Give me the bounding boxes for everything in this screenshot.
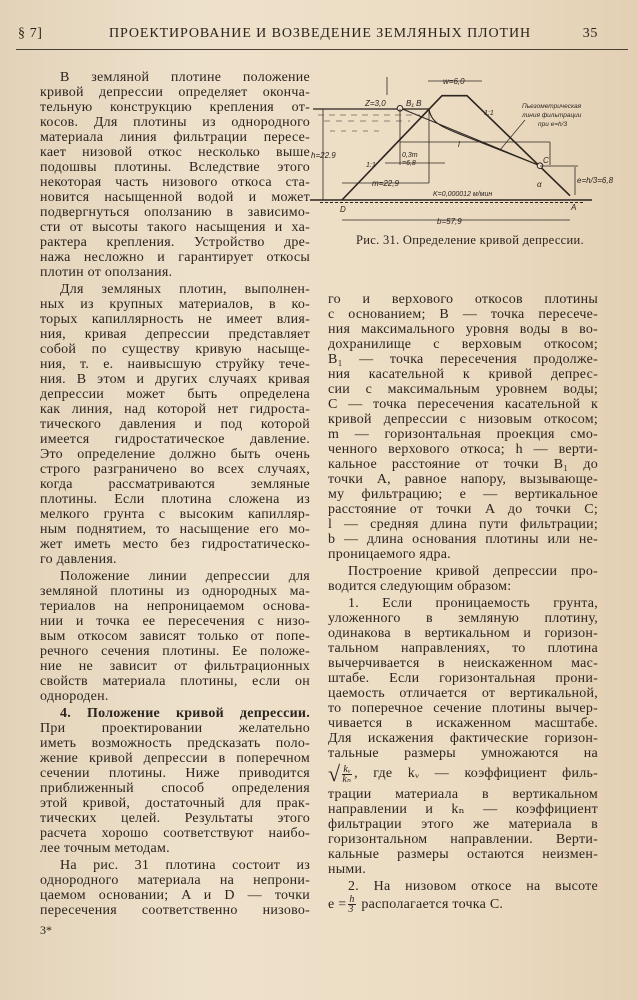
section-heading: 4. Положение кривой депрессии. (60, 706, 310, 721)
page-number: 35 (582, 26, 598, 41)
left-column (40, 70, 310, 920)
alpha-label: α (537, 180, 542, 189)
text-line: сти от высоты такого насыщения и ха- (40, 220, 310, 235)
text-line: нажа несложно и гарантирует откосы (40, 250, 310, 265)
text-line: мелкого грунта с высоким капилляр- (40, 507, 310, 522)
text-line: кальные размеры остаются неизмен- (328, 847, 598, 862)
l-label: l (458, 140, 460, 149)
fraction (342, 765, 352, 784)
text-line: как линия, над которой нет гидроста- (40, 402, 310, 417)
text-line: B₁ — точка пересечения продолже- (328, 352, 598, 367)
text-line: иметь возможность предсказать поло- (40, 736, 310, 751)
text-line: нии и точка ее пересечения с низо- (40, 614, 310, 629)
text-line: ния, кривая депрессии представляет (40, 327, 310, 342)
text-line: ния максимального уровня воды в во- (328, 322, 598, 337)
text-line: точки A, равное напору, вызывающе- (328, 472, 598, 487)
text-line: ния, т. е. наивысшую струйку тече- (40, 357, 310, 372)
text-line: горизонтальном направлении. Верти- (328, 832, 598, 847)
upstream-slope-label: 1:1 (366, 162, 376, 169)
text-line: водится следующим образом: (328, 579, 512, 594)
text-line: Построение кривой депрессии про- (348, 564, 598, 579)
text-line: го давления. (40, 552, 117, 567)
paragraph (40, 70, 310, 280)
text-line: ние не зависит от фильтрационных (40, 659, 310, 674)
a-label: A (571, 203, 577, 212)
text-line: На рис. 31 плотина состоит из (60, 858, 310, 873)
fraction-denominator: kₙ (342, 773, 352, 785)
m03-label-2: =6,8 (402, 160, 416, 167)
text-line: то поперечное сечение плотины вычер- (328, 701, 598, 716)
paragraph (40, 569, 310, 704)
text-line: рактера крепления. Устройство дре- (40, 235, 310, 250)
text-line: торых капиллярность не имеет влия- (40, 312, 310, 327)
b1-b-label: B₁ B (406, 99, 422, 108)
text-line: жет иметь место без гидростатическо- (40, 537, 310, 552)
text-line: 1. Если проницаемость грунта, (348, 596, 598, 611)
text-line: дохранилище с верховым откосом; (328, 337, 598, 352)
running-header (14, 24, 626, 46)
formula-text: располагается точка C. (357, 897, 504, 912)
text-line: пересечения соответственно низово- (40, 903, 310, 918)
text-line: подвергнуться оползанию в зависимо- (40, 205, 310, 220)
text-line: Положение линии депрессии для (60, 569, 310, 584)
paragraph (328, 564, 598, 594)
text-line: В земляной плотине положение (60, 70, 310, 85)
text-line: m — горизонтальная проекция смо- (328, 427, 598, 442)
text-line: тальном направлениях, то плотина (328, 641, 598, 656)
text-line: тальные размеры умножаются на (328, 746, 598, 761)
k-label: K=0,000012 м/мин (433, 191, 493, 198)
text-line: жение кривой депрессии в поперечном (40, 751, 310, 766)
formula-lhs: e = (328, 897, 347, 912)
fraction-denominator: 3 (348, 904, 354, 916)
text-line: цаемость отличается от вертикальной, (328, 686, 598, 701)
text-line: когда рассматриваются земляные (40, 477, 310, 492)
text-line: плотин от оползания. (40, 265, 173, 280)
text-line: цаемом основании; A и D — точки (40, 888, 310, 903)
text-line: проницаемого ядра. (328, 547, 451, 562)
header-rule (16, 49, 628, 50)
text-line: свойств материала плотины, если он (40, 674, 310, 689)
c-label: C (543, 156, 549, 165)
text-line: ния. В этом и других случаях кривая (40, 372, 310, 387)
text-line: приближенный способ определения (40, 781, 310, 796)
text-line: строго разграничено во всех случаях, (40, 462, 310, 477)
text-line: уложенного в земляную плотину, (328, 611, 598, 626)
text-line: этой кривой, достаточный для прак- (40, 796, 310, 811)
text-line: подошвы плотины. Вследствие этого (40, 160, 310, 175)
text-line: расчета хорошо соответствуют наибо- (40, 826, 310, 841)
text-line: фильтрации этого же материала в (328, 817, 598, 832)
text-line: кает низовой откос несколько выше (40, 145, 310, 160)
text-line: с основанием; B — точка пересече- (328, 307, 598, 322)
text-line: ния касательной к кривой депрес- (328, 367, 598, 382)
paragraph (328, 596, 598, 877)
right-column (328, 292, 598, 918)
paragraph (328, 292, 598, 562)
text-line: направлении и kₙ — коэффициент (328, 802, 598, 817)
text-line: вым откосом зависят только от попе- (40, 629, 310, 644)
figure-caption: Рис. 31. Определение кривой депрессии. (356, 233, 584, 247)
e-label: e=h/3=6,8 (577, 176, 614, 185)
text-line: Это определение должно быть очень (40, 447, 310, 462)
formula-line (328, 894, 598, 916)
text-line: кальное расстояние от точки B₁ до (328, 457, 598, 472)
d-label: D (340, 205, 346, 214)
section-number: § 7] (18, 26, 43, 41)
text-line: собой по существу кривую насыще- (40, 342, 310, 357)
text-line: речного сечения плотины. Ее положе- (40, 644, 310, 659)
paragraph (40, 282, 310, 567)
piezo-label-2: линия фильтрации (522, 112, 582, 119)
piezo-leader (500, 120, 525, 150)
fraction-numerator: h (349, 894, 355, 906)
downstream-slope-label: 1:1 (484, 110, 494, 117)
text-line: однородного материала на непрони- (40, 873, 310, 888)
text-line: ных из крупных материалов, в ко- (40, 297, 310, 312)
text-line: териалов на непроницаемом основа- (40, 599, 310, 614)
text-line: некоторая часть низового откоса ста- (40, 175, 310, 190)
piezo-label-1: Пьезометрическая (522, 103, 582, 110)
text-line: одинакова в вертикальном и горизон- (328, 626, 598, 641)
running-title: ПРОЕКТИРОВАНИЕ И ВОЗВЕДЕНИЕ ЗЕМЛЯНЫХ ПЛОТИН (109, 26, 531, 41)
dam-cross-section-figure (310, 75, 630, 255)
fraction-numerator: kᵥ (343, 763, 352, 775)
m-label: m=22,9 (372, 179, 399, 188)
text-line: сечении плотины. Ниже приводится (40, 766, 310, 781)
fraction (348, 895, 355, 914)
text-line: При проектировании желательно (40, 721, 310, 736)
text-line: тического давления и под которой (40, 417, 310, 432)
text-line: трации материала в вертикальном (328, 787, 598, 802)
text-line: го и верхового откосов плотины (328, 292, 598, 307)
h-label: h=22.9 (311, 151, 336, 160)
text-line: штабе. Если горизонтальная прони- (328, 671, 598, 686)
text-line: вычерчивается в неискаженном мас- (328, 656, 598, 671)
text-line: Для земляных плотин, выполнен- (60, 282, 310, 297)
signature-mark: 3* (40, 923, 52, 937)
text-line: земляной плотины из однородных ма- (40, 584, 310, 599)
piezo-label-3: при e=h/3 (538, 121, 568, 128)
text-line: новится насыщенной водой и может (40, 190, 310, 205)
text-line: ными. (328, 862, 366, 877)
paragraph (40, 858, 310, 918)
square-root-sign: √ (328, 761, 341, 786)
text-line: лее точным методам. (40, 841, 170, 856)
m03-label-1: 0,3m (402, 152, 418, 159)
z-label: Z=3,0 (365, 99, 386, 108)
crest-width-label: w=6,0 (443, 77, 465, 86)
text-line: му фильтрацию; e — вертикальное (328, 487, 598, 502)
text-line: b — длина основания плотины или не- (328, 532, 598, 547)
text-line: расстояние от точки A до точки C; (328, 502, 598, 517)
text-line: депрессии может быть определена (40, 387, 310, 402)
formula-text: , где kᵥ — коэффициент филь- (354, 766, 598, 782)
text-line: Для искажения фактические горизон- (328, 731, 598, 746)
text-line: однороден. (40, 689, 109, 704)
text-line: ченного верхового откоса; h — верти- (328, 442, 598, 457)
text-line: тических целей. Результаты этого (40, 811, 310, 826)
formula-line (328, 761, 598, 787)
text-line: тельную конструкцию крепления от- (40, 100, 310, 115)
text-line: плотины. Если плотина сложена из (40, 492, 310, 507)
text-line: косов. Для плотины из однородного (40, 115, 310, 130)
text-line: ным поднятием, то насыщение его мо- (40, 522, 310, 537)
paragraph (328, 879, 598, 916)
text-line: сии с максимальным уровнем воды; (328, 382, 598, 397)
text-line: C — точка пересечения касательной к (328, 397, 598, 412)
text-line: кривой депрессии определяет оконча- (40, 85, 310, 100)
text-line: 2. На низовом откосе на высоте (348, 879, 598, 894)
text-line: чивается в искаженном масштабе. (328, 716, 598, 731)
text-line: кривой депрессии с низовым откосом; (328, 412, 598, 427)
text-line: l — средняя длина пути фильтрации; (328, 517, 598, 532)
paragraph (40, 706, 310, 856)
text-line: имеется гидростатическое давление. (40, 432, 310, 447)
text-line: материала линия фильтрации пересе- (40, 130, 310, 145)
b-label: b=57,9 (437, 217, 462, 226)
